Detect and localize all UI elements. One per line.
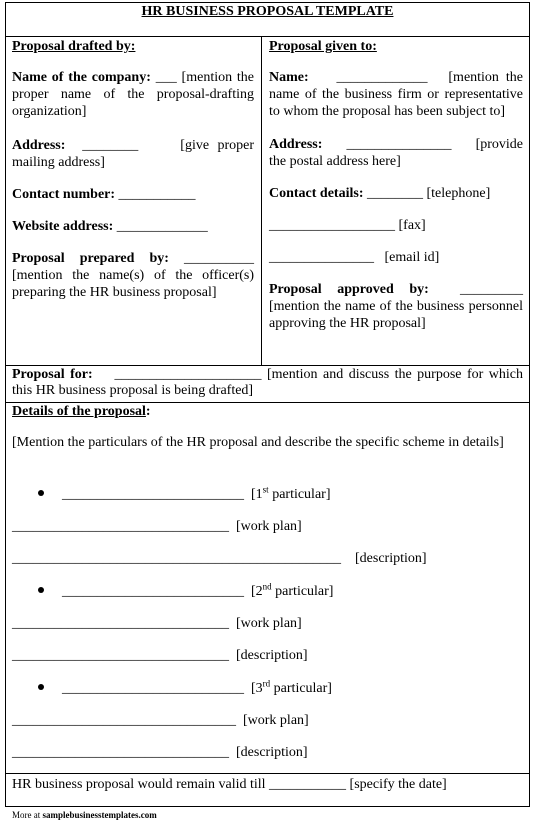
purpose-blank[interactable]: _____________________ [114, 367, 262, 382]
particular-2-suffix: nd [262, 581, 272, 592]
company-hint: [mention the proper name of the proposal-drafting organization] [12, 70, 255, 119]
particular-2-text: particular] [275, 584, 334, 599]
particular-3-text: particular] [273, 681, 332, 696]
website-label: Website address: [12, 219, 114, 234]
bullet-icon [38, 490, 44, 496]
recipient-address-hint: [provide the postal address here] [269, 137, 524, 169]
document-title [5, 2, 530, 37]
purpose-hint: [mention and discuss the purpose for which this HR business proposal is being drafted] [12, 367, 523, 398]
list-item-particular-1: __________________________ [1st particular] [38, 486, 330, 503]
drafted-by-header: Proposal drafted by: [12, 39, 136, 54]
prepared-by-hint: [mention the name(s) of the officer(s) preparing the HR business proposal] [12, 268, 254, 300]
footer-site-link[interactable]: samplebusinesstemplates.com [42, 810, 157, 820]
description-3-hint: [description] [236, 745, 308, 760]
particular-1-blank[interactable]: __________________________ [62, 487, 244, 502]
details-colon: : [145, 404, 151, 419]
purpose-label: Proposal for: [12, 367, 93, 382]
footer-prefix: More at [12, 810, 41, 820]
address-label: Address: [12, 138, 66, 153]
company-label: Name of the company: [12, 70, 151, 85]
address-hint: [give proper mailing address] [12, 138, 255, 170]
validity-section [5, 773, 530, 807]
workplan-2-row [12, 615, 302, 632]
fax-blank[interactable]: __________________ [269, 218, 395, 233]
particular-3-suffix: rd [262, 678, 271, 689]
name-hint: [mention the name of the business firm or representative to whom the proposal has been subject to] [269, 70, 523, 119]
bullet-icon [38, 684, 44, 690]
given-to-section [262, 37, 530, 365]
particular-3-blank[interactable]: __________________________ [62, 681, 244, 696]
drafted-by-section [5, 37, 262, 365]
particular-2-blank[interactable]: __________________________ [62, 584, 244, 599]
description-1-hint: [description] [355, 551, 427, 566]
fax-hint: [fax] [398, 218, 426, 233]
particular-3-number: 3 [255, 681, 263, 696]
description-3-blank[interactable]: _______________________________ [12, 745, 229, 760]
details-header: Details of the proposal [12, 404, 146, 419]
approved-by-blank[interactable]: _________ [460, 282, 523, 297]
approved-by-hint: [mention the name of the business personnel approving the HR proposal] [269, 299, 523, 331]
prepared-by-label: Proposal prepared by: [12, 251, 169, 266]
description-2-row [12, 647, 308, 664]
workplan-2-hint: [work plan] [236, 616, 302, 631]
description-1-row [12, 550, 427, 567]
purpose-section [5, 365, 530, 403]
particular-1-number: 1 [255, 487, 263, 502]
workplan-1-row [12, 518, 302, 535]
contact-number-blank[interactable]: ___________ [118, 187, 196, 202]
email-hint: [email id] [384, 250, 440, 265]
recipient-address-label: Address: [269, 137, 323, 152]
telephone-blank[interactable]: ________ [367, 186, 423, 201]
telephone-hint: [telephone] [426, 186, 491, 201]
workplan-3-hint: [work plan] [243, 713, 309, 728]
given-to-header: Proposal given to: [269, 39, 377, 54]
particular-1-text: particular] [272, 487, 331, 502]
bullet-icon [38, 587, 44, 593]
name-label: Name: [269, 70, 309, 85]
footer-credit [12, 810, 157, 821]
name-blank[interactable]: _____________ [336, 70, 428, 85]
particular-2-number: 2 [255, 584, 263, 599]
description-3-row [12, 744, 308, 761]
contact-number-label: Contact number: [12, 187, 116, 202]
workplan-1-hint: [work plan] [236, 519, 302, 534]
website-blank[interactable]: _____________ [116, 219, 208, 234]
address-blank[interactable]: ________ [82, 138, 139, 153]
workplan-3-blank[interactable]: ________________________________ [12, 713, 236, 728]
workplan-3-row [12, 712, 309, 729]
validity-hint: [specify the date] [349, 777, 447, 792]
list-item-particular-2: __________________________ [2nd particular] [38, 583, 333, 600]
validity-date-blank[interactable]: ___________ [269, 777, 347, 792]
description-2-blank[interactable]: _______________________________ [12, 648, 229, 663]
company-blank[interactable]: ___ [155, 70, 177, 85]
prepared-by-blank[interactable]: __________ [184, 251, 255, 266]
workplan-2-blank[interactable]: _______________________________ [12, 616, 229, 631]
details-section [5, 403, 530, 451]
recipient-address-blank[interactable]: _______________ [346, 137, 452, 152]
list-item-particular-3: __________________________ [3rd particular] [38, 680, 332, 697]
description-1-blank[interactable]: _______________________________________________ [12, 551, 341, 566]
email-blank[interactable]: _______________ [269, 250, 374, 265]
details-intro: [Mention the particulars of the HR proposal and describe the specific scheme in details] [12, 435, 504, 450]
approved-by-label: Proposal approved by: [269, 282, 429, 297]
validity-text: HR business proposal would remain valid till [12, 777, 266, 792]
title-text: HR BUSINESS PROPOSAL TEMPLATE [141, 4, 394, 19]
contact-details-label: Contact details: [269, 186, 364, 201]
description-2-hint: [description] [236, 648, 308, 663]
workplan-1-blank[interactable]: _______________________________ [12, 519, 229, 534]
particular-1-suffix: st [262, 484, 269, 495]
